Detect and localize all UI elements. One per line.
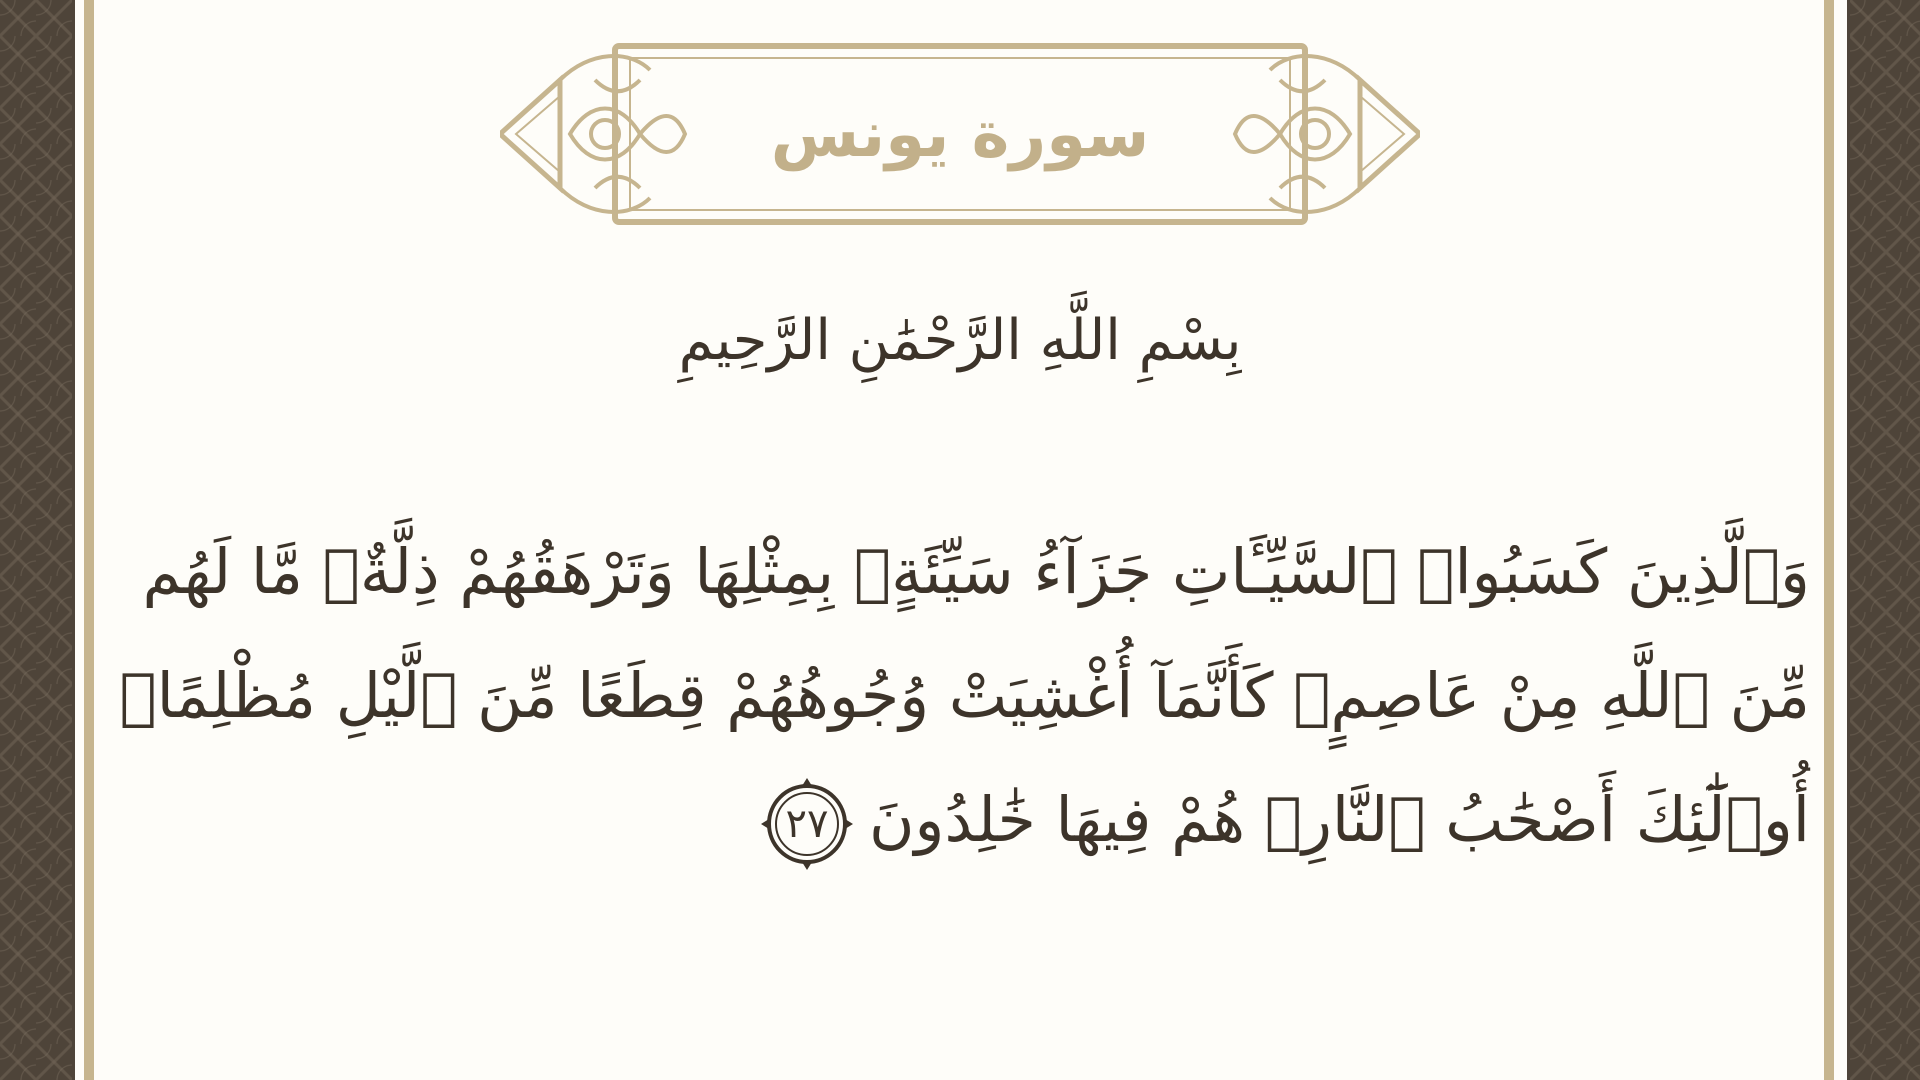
verse-line-3-text: أُو۟لَٰٓئِكَ أَصْحَٰبُ ٱلنَّارِۖ هُمْ فِيهَا خَٰلِدُونَ xyxy=(868,783,1810,856)
ayah-marker xyxy=(759,776,855,872)
verse-text xyxy=(119,510,1810,882)
verse-line-3 xyxy=(210,758,1810,882)
verse-line-2: مِّنَ ٱللَّهِ مِنْ عَاصِمٍۖ كَأَنَّمَآ أُغْشِيَتْ وُجُوهُهُمْ قِطَعًا مِّنَ ٱلَّيْلِ مُظْلِمًاۚ xyxy=(119,659,1810,732)
basmala: بِسْمِ اللَّهِ الرَّحْمَٰنِ الرَّحِيمِ xyxy=(678,307,1242,373)
left-ornament-panel xyxy=(0,0,72,1080)
ayah-number: ٢٧ xyxy=(785,800,829,847)
right-inner-border xyxy=(1847,0,1850,1080)
surah-header xyxy=(500,40,1420,230)
left-gold-border xyxy=(84,0,94,1080)
right-ornament-panel xyxy=(1850,0,1920,1080)
surah-title: سورة يونس xyxy=(770,98,1150,172)
right-gold-border xyxy=(1824,0,1834,1080)
left-inner-border xyxy=(72,0,75,1080)
verse-line-1: وَٱلَّذِينَ كَسَبُوا۟ ٱلسَّيِّـَٔاتِ جَزَآءُ سَيِّئَةٍۭ بِمِثْلِهَا وَتَرْهَقُهُمْ ذِلَّةٌۖ مَّا لَهُم xyxy=(142,535,1810,608)
